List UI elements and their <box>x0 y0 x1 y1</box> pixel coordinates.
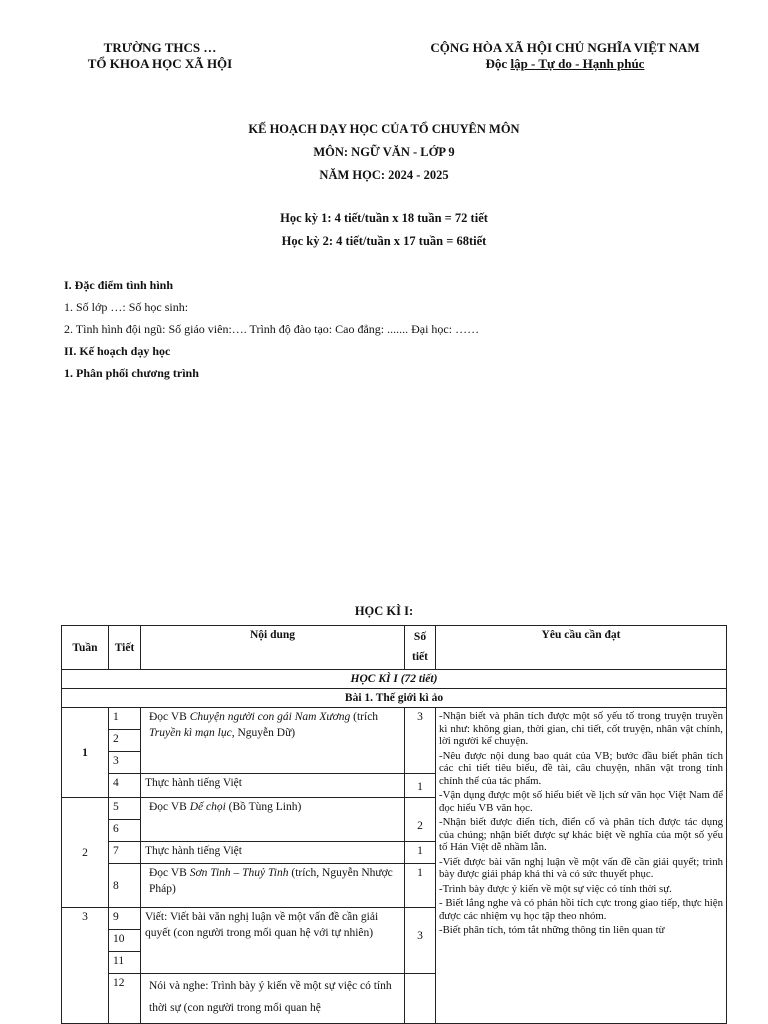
section1-item2: 2. Tình hình đội ngũ: Số giáo viên:…. Trình độ đào tạo: Cao đẳng: ....... Đại học: …… <box>64 322 480 336</box>
period-cell: 6 <box>109 820 141 842</box>
col-period: Tiết <box>109 626 141 670</box>
content-title: Chuyện người con gái Nam Xương <box>189 711 351 723</box>
col-content: Nội dung <box>141 626 405 670</box>
requirement-cell <box>436 708 727 1024</box>
requirement-item: -Nêu được nội dung bao quát của VB; bước đầu biết phân tích các chi tiết tiêu biểu, đề tài, câu chuyện, nhân vật trong tính chỉnh thể của tác phẩm. <box>439 749 723 787</box>
week-cell: 2 <box>62 798 109 908</box>
col-week: Tuần <box>62 626 109 670</box>
period-cell: 4 <box>109 774 141 798</box>
count-cell: 3 <box>405 708 436 774</box>
content-text: Đọc VB <box>149 711 190 723</box>
content-cell: Thực hành tiếng Việt <box>141 842 405 864</box>
period-cell: 1 <box>109 708 141 730</box>
period-cell: 5 <box>109 798 141 820</box>
section2-heading: II. Kế hoạch dạy học <box>64 344 171 358</box>
motto-line <box>420 56 710 72</box>
doc-title: KẾ HOẠCH DẠY HỌC CỦA TỔ CHUYÊN MÔN <box>248 122 520 136</box>
content-text: Đọc VB <box>149 867 190 879</box>
requirement-item: -Nhận biết được điển tích, điển cố và phân tích được tác dụng của chúng; nhận biết được sự khác biệt về nghĩa của một số yếu tố Hán Việt dễ nhầm lẫn. <box>439 816 723 853</box>
school-line: TRƯỜNG THCS … <box>103 40 217 55</box>
col-count-2: tiết <box>412 651 428 663</box>
semester-row <box>62 670 727 689</box>
content-cell <box>141 708 405 774</box>
content-title: Dế chọi <box>189 801 226 813</box>
period-cell: 9 <box>109 908 141 930</box>
curriculum-table <box>61 625 727 1024</box>
lesson-row <box>62 689 727 708</box>
requirement-item: -Trình bày được ý kiến về một sự việc có tính thời sự. <box>439 882 672 895</box>
content-title: Sơn Tinh – Thuỷ Tinh <box>189 867 289 879</box>
requirement-item: -Biết phân tích, tóm tắt những thông tin liên quan từ <box>439 924 665 936</box>
content-text: (trích, Nguyễn Nhược Pháp) <box>149 867 393 895</box>
requirement-item: -Viết được bài văn nghị luận về một vấn đề cần giải quyết; trình bày được giải pháp khả thi và có sức thuyết phục. <box>439 855 723 880</box>
period-cell: 11 <box>109 952 141 974</box>
period-cell: 10 <box>109 930 141 952</box>
section1-item1: 1. Số lớp …: Số học sinh: <box>64 300 189 314</box>
department-line: TỔ KHOA HỌC XÃ HỘI <box>87 56 233 71</box>
count-cell: 1 <box>405 842 436 864</box>
period-cell: 3 <box>109 752 141 774</box>
count-cell <box>405 974 436 1024</box>
requirement-item: - Biết lắng nghe và có phản hồi tích cực trong giao tiếp, thực hiện được các nhiệm vụ học tập theo nhóm. <box>439 897 723 922</box>
content-title: Truyền kì mạn lục <box>149 727 232 739</box>
content-cell: Thực hành tiếng Việt <box>141 774 405 798</box>
period-cell: 12 <box>109 974 141 1024</box>
requirement-item: -Nhận biết và phân tích được một số yếu tố trong truyện truyền kì như: không gian, thời gian, chi tiết, cốt truyện, nhân vật chính, lời người kể chuyện. <box>439 710 723 747</box>
table-title: HỌC KÌ I: <box>354 604 414 618</box>
motto-prefix: Độc <box>485 56 511 71</box>
period-cell: 8 <box>109 864 141 908</box>
content-cell: Nói và nghe: Trình bày ý kiến về một sự việc có tính thời sự (con người trong mối quan hệ <box>141 974 405 1024</box>
section2-sub1: 1. Phân phối chương trình <box>64 366 199 380</box>
period-cell: 2 <box>109 730 141 752</box>
national-header <box>420 40 710 72</box>
col-requirement: Yêu cầu cần đạt <box>436 626 727 670</box>
lesson-cell: Bài 1. Thế giới kì ảo <box>62 689 727 708</box>
week-cell: 3 <box>62 908 109 1024</box>
semester1-line: Học kỳ 1: 4 tiết/tuần x 18 tuần = 72 tiết <box>280 211 488 225</box>
count-cell: 1 <box>405 864 436 908</box>
col-count-1: Số <box>413 631 427 643</box>
count-cell: 2 <box>405 798 436 842</box>
count-cell: 3 <box>405 908 436 974</box>
content-cell <box>141 864 405 908</box>
school-year-line: NĂM HỌC: 2024 - 2025 <box>319 168 449 182</box>
content-text: Đọc VB <box>149 801 190 813</box>
content-text: (Bồ Tùng Linh) <box>225 801 302 813</box>
requirement-item: -Vận dụng được một số hiểu biết về lịch sử văn học Việt Nam để đọc hiểu VB văn học. <box>439 789 723 814</box>
motto-underlined: lập - Tự do - Hạnh phúc <box>510 56 645 71</box>
table-header-row <box>62 626 727 670</box>
semester2-line: Học kỳ 2: 4 tiết/tuần x 17 tuần = 68tiết <box>281 234 487 248</box>
content-cell: Viết: Viết bài văn nghị luận về một vấn đề cần giải quyết (con người trong mối quan hệ với tự nhiên) <box>141 908 405 974</box>
content-cell <box>141 798 405 842</box>
semester-cell: HỌC KÌ I (72 tiết) <box>62 670 727 689</box>
subject-line: MÔN: NGỮ VĂN - LỚP 9 <box>313 145 455 159</box>
period-cell: 7 <box>109 842 141 864</box>
content-text: , Nguyễn Dữ) <box>231 727 296 739</box>
content-text: (trích <box>350 711 379 723</box>
school-name <box>60 40 260 72</box>
table-row <box>62 708 727 730</box>
col-count <box>405 626 436 670</box>
count-cell: 1 <box>405 774 436 798</box>
section1-heading: I. Đặc điểm tình hình <box>64 278 174 292</box>
country-line: CỘNG HÒA XÃ HỘI CHỦ NGHĨA VIỆT NAM <box>430 40 700 55</box>
week-cell: 1 <box>62 708 109 798</box>
